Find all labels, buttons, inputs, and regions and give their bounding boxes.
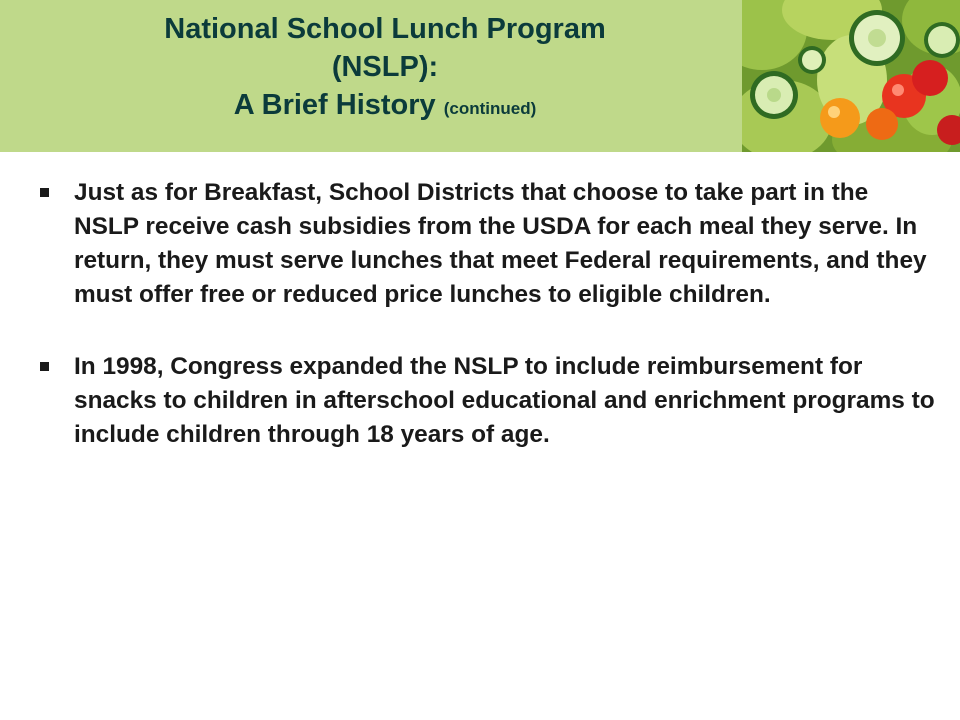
square-bullet-icon: [40, 188, 49, 197]
salad-photo-graphic: [742, 0, 960, 152]
page-title: [0, 10, 770, 128]
bullet-list: [36, 176, 936, 452]
title-line-3: [0, 86, 770, 128]
title-line-2: (NSLP):: [331, 51, 439, 83]
bullet-item: [36, 350, 936, 452]
title-line-3-main: A Brief History: [233, 89, 436, 121]
bullet-text: In 1998, Congress expanded the NSLP to include reimbursement for snacks to children in afterschool educational and enrichment programs to include children through 18 years of age.: [74, 353, 935, 448]
title-suffix: (continued): [443, 99, 537, 118]
title-line-1: National School Lunch Program: [164, 13, 606, 45]
square-bullet-icon: [40, 362, 49, 371]
bullet-text: Just as for Breakfast, School Districts that choose to take part in the NSLP receive cash subsidies from the USDA for each meal they serve. In return, they must serve lunches that meet Federal requirements, and they must offer free or reduced price lunches to eligible children.: [74, 179, 927, 308]
bullet-item: [36, 176, 936, 312]
header-banner: [0, 0, 960, 152]
salad-photo: [742, 0, 960, 152]
